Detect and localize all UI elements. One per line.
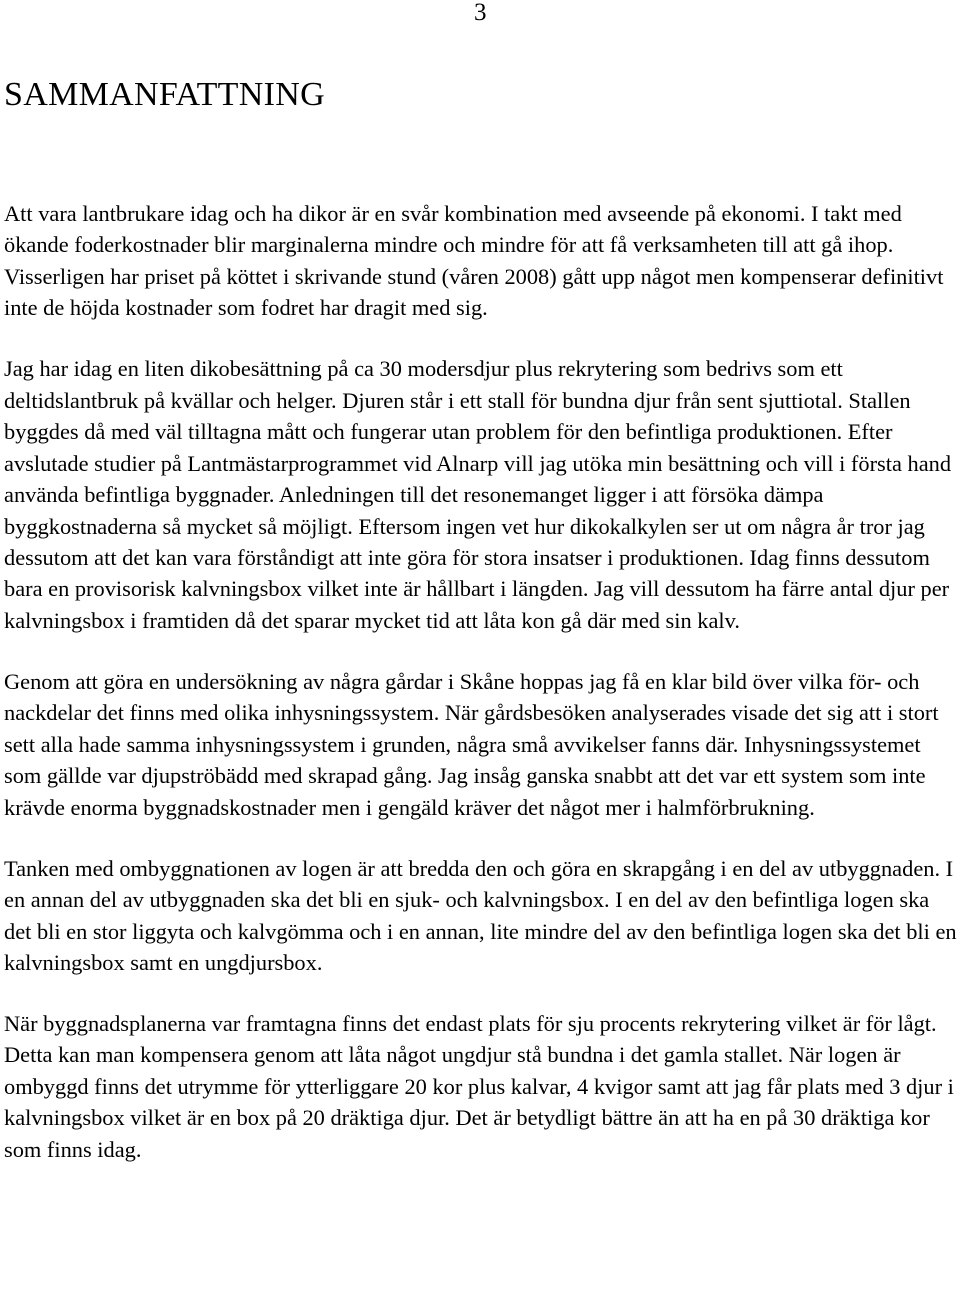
paragraph-2: Jag har idag en liten dikobesättning på ca 30 modersdjur plus rekrytering som bedrivs som ett deltidslantbruk på kvällar och helger. Djuren står i ett stall för bundna djur från sent sjuttiotal. Stallen byggdes då med väl tilltagna mått och fungerar utan problem för den befintliga produktionen. Efter avslutade studier på Lantmästarprogrammet vid Alnarp vill jag utöka min besättning och vill i första hand använda befintliga byggnader. Anledningen till det resonemanget ligger i att försöka dämpa byggkostnaderna så mycket så möjligt. Eftersom ingen vet hur dikokalkylen ser ut om några år tror jag dessutom att det kan vara förståndigt att inte göra för stora insatser i produktionen. Idag finns dessutom bara en provisorisk kalvningsbox vilket inte är hållbart i längden. Jag vill dessutom ha färre antal djur per kalvningsbox i framtiden då det sparar mycket tid att låta kon gå där med sin kalv. xyxy=(4,356,952,633)
paragraph-5: När byggnadsplanerna var framtagna finns det endast plats för sju procents rekrytering vilket är för lågt. Detta kan man kompensera genom att låta något ungdjur stå bundna i det gamla stallet. När logen är ombyggd finns det utrymme för ytterliggare 20 kor plus kalvar, 4 kvigor samt att jag får plats med 3 djur i kalvningsbox vilket är en box på 20 dräktiga djur. Det är betydligt bättre än att ha en på 30 dräktiga kor som finns idag. xyxy=(4,1010,954,1162)
paragraph-4: Tanken med ombyggnationen av logen är att bredda den och göra en skrapgång i en del av utbyggnaden. I en annan del av utbyggnaden ska det bli en sjuk- och kalvningsbox. I en del av den befintliga logen ska det bli en stor liggyta och kalvgömma och i en annan, lite mindre del av den befintliga logen ska det bli en kalvningsbox samt en ungdjursbox. xyxy=(4,855,957,976)
page-number: 3 xyxy=(474,0,487,26)
paragraph-1: Att vara lantbrukare idag och ha dikor är en svår kombination med avseende på ekonomi. I takt med ökande foderkostnader blir marginalerna mindre och mindre för att få verksamheten till att gå ihop. Visserligen har priset på köttet i skrivande stund (våren 2008) gått upp något men kompenserar definitivt inte de höjda kostnader som fodret har dragit med sig. xyxy=(4,201,944,321)
summary-body xyxy=(4,198,960,1165)
paragraph-3: Genom att göra en undersökning av några gårdar i Skåne hoppas jag få en klar bild över vilka för- och nackdelar det finns med olika inhysningssystem. När gårdsbesöken analyserades visade det sig att i stort sett alla hade samma inhysningssystem i grunden, några små avvikelser fanns där. Inhysningssystemet som gällde var djupströbädd med skrapad gång. Jag insåg ganska snabbt att det var ett system som inte krävde enorma byggnadskostnader men i gengäld kräver det något mer i halmförbrukning. xyxy=(4,668,939,820)
page-heading: SAMMANFATTNING xyxy=(4,76,325,113)
